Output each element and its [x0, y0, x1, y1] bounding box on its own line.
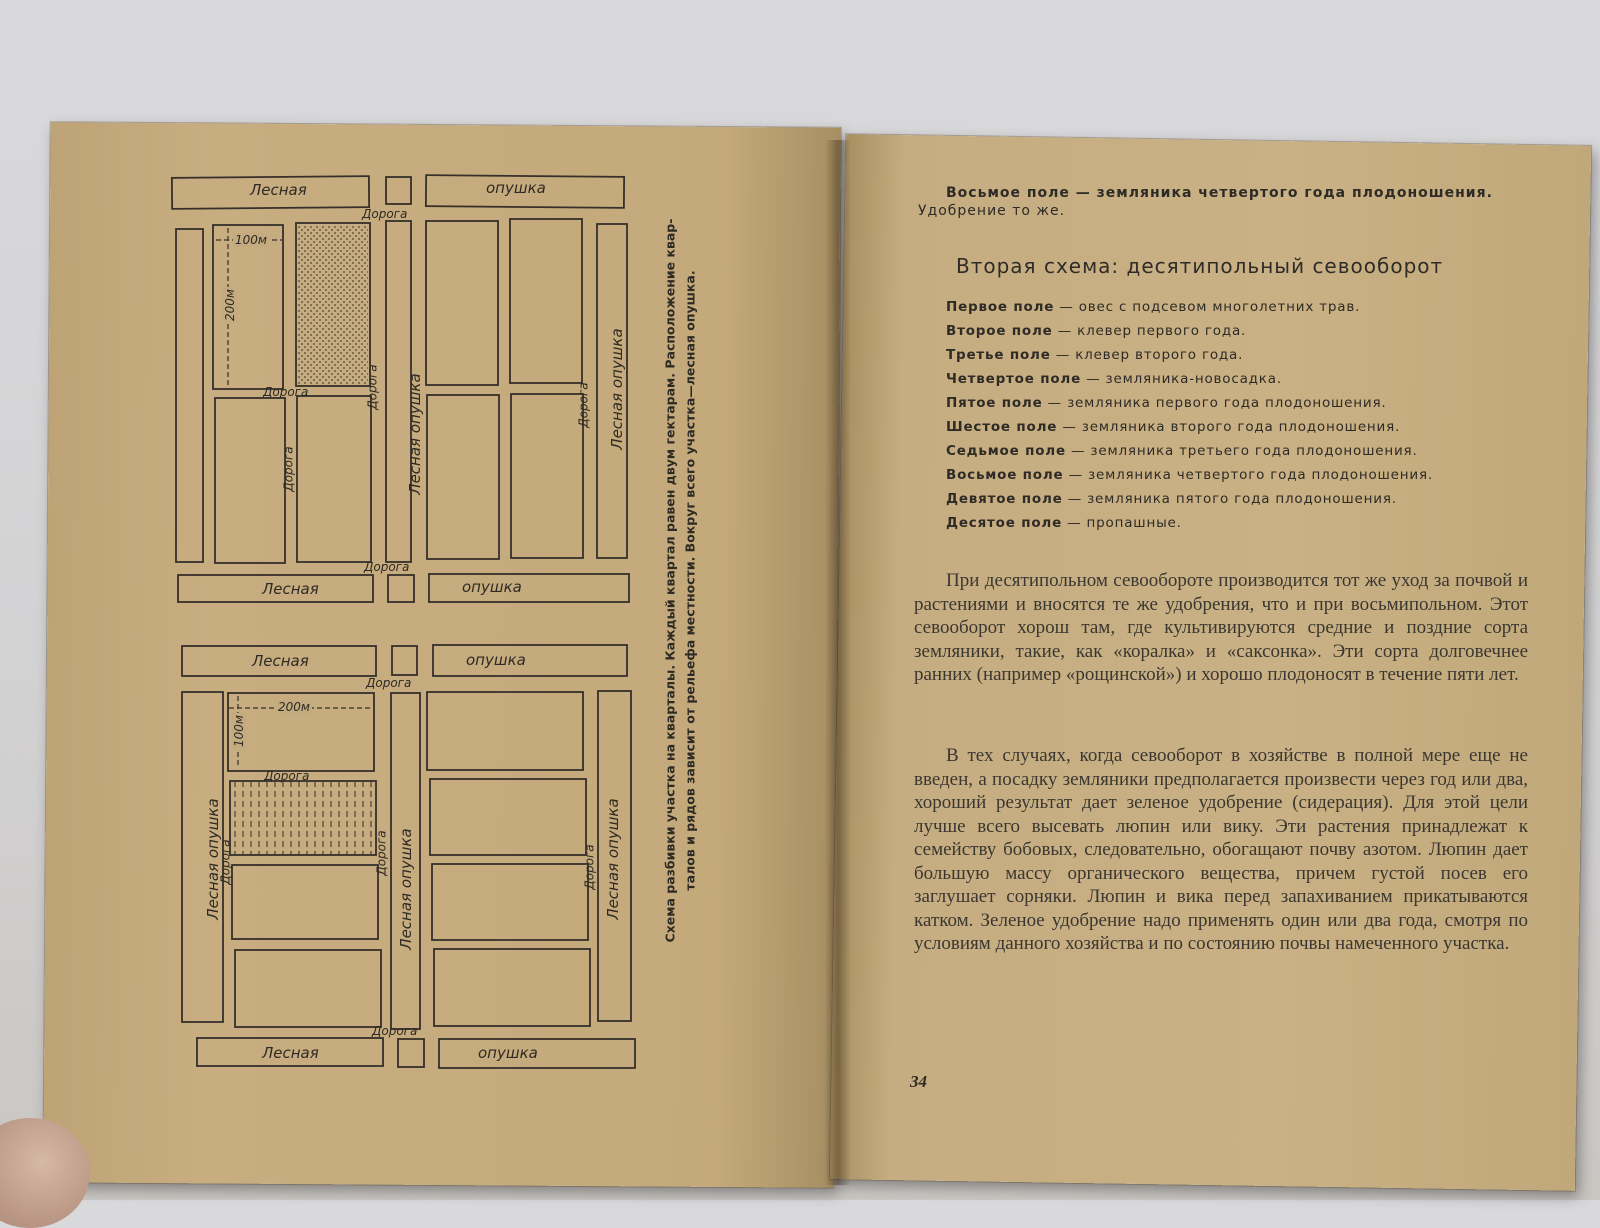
top-forest-bottom-label-left: Лесная: [262, 580, 319, 598]
diagram-caption-2: [672, 140, 708, 1040]
top-plot-6: [510, 219, 582, 383]
bottom-road-center-v-label: Дорога: [374, 830, 389, 876]
field-item: Пятое поле — земляника первого года плодоношения.: [946, 395, 1387, 411]
paragraph-1: При десятипольном севообороте производится тот же уход за почвой и растениями и вносятся те же удобрения, что и при восьмипольном. Этот севооборот хорош там, где культивируются средние и поздние сорта земляники, такие, как «коралка» и «саксонка». Эти сорта долговечнее ранних (например «рощинской») и хорошо плодоносят в течение пяти лет.: [914, 570, 1528, 685]
bottom-plot-2: [230, 781, 376, 855]
bottom-plot-5: [427, 692, 583, 770]
top-dim-width-label: 100м: [235, 233, 267, 247]
caption-line-1: Схема разбивки участка на кварталы. Каждый квартал равен двум гектарам. Расположение квар-: [662, 218, 678, 943]
bottom-road-label: Дорога: [366, 676, 412, 690]
bottom-forest-left-v-label: Лесная опушка: [204, 798, 222, 920]
top-forest-label-left: Лесная: [250, 181, 307, 199]
top-road-bottom-label: Дорога: [364, 560, 410, 574]
bottom-dim-height-label: 100м: [231, 715, 246, 747]
top-road-label: Дорога: [362, 207, 408, 221]
bottom-plot-3: [232, 865, 378, 939]
bottom-forest-bottom-sq: [398, 1039, 424, 1067]
scheme-title: Вторая схема: десятипольный севооборот: [956, 254, 1444, 278]
top-road-right-v-label: Дорога: [576, 382, 591, 428]
field-item: Шестое поле — земляника второго года плодоношения.: [946, 419, 1401, 435]
top-forest-bottom-label-right: опушка: [462, 578, 522, 596]
caption-line-2: талов и рядов зависит от рельефа местности. Вокруг всего участка—лесная опушка.: [682, 270, 698, 891]
field-item: Седьмое поле — земляника третьего года плодоношения.: [946, 443, 1418, 459]
top-plot-2-fill: [298, 226, 368, 384]
bottom-road-left-v-label: Дорога: [218, 839, 233, 885]
top-forest-left-v: [176, 229, 203, 562]
top-plot-5: [426, 221, 498, 385]
bottom-forest-center-v-label: Лесная опушка: [397, 828, 415, 950]
bottom-plot-8: [434, 949, 590, 1026]
top-forest-bottom-sq: [388, 575, 414, 602]
top-plot-7: [427, 395, 499, 559]
bottom-forest-right-v-label: Лесная опушка: [604, 798, 622, 920]
field-item: Второе поле — клевер первого года.: [946, 323, 1247, 339]
top-forest-bottom-right: [429, 574, 629, 602]
top-plot-8: [511, 394, 583, 558]
bottom-plot-6: [430, 779, 586, 855]
field-item: Первое поле — овес с подсевом многолетних трав.: [946, 299, 1361, 315]
top-forest-right-v-label: Лесная опушка: [608, 328, 626, 450]
field-list: [946, 295, 1433, 535]
top-road-left-v-label: Дорога: [281, 446, 296, 492]
top-road-mid-label: Дорога: [263, 385, 309, 399]
field-item: Восьмое поле — земляника четвертого года плодоношения.: [946, 467, 1433, 483]
top-dim-height-label: 200м: [222, 289, 237, 321]
top-line-bold: Восьмое поле — земляника четвертого года плодоношения.: [946, 185, 1493, 201]
bottom-dim-width-label: 200м: [278, 700, 310, 714]
bottom-road-mid-label: Дорога: [264, 769, 310, 783]
top-plot-4: [297, 396, 371, 562]
top-forest-label-right: опушка: [486, 179, 546, 197]
field-item: Десятое поле — пропашные.: [946, 515, 1182, 531]
paragraph-2: В тех случаях, когда севооборот в хозяйстве в полной мере еще не введен, а посадку земляники предполагается произвести через год или два, хороший результат дает зеленое удобрение (сидерация). Для этой цели лучше всего высевать люпин или вику. Эти растения принадлежат к семейству бобовых, следовательно, обогащают почву азотом. Люпин дает большую массу органического вещества, причем густой посев его заглушает сорняки. Люпин и вика перед запахиванием прикатываются катком. Зеленое удобрение надо применять один или два года, смотря по условиям данного хозяйства и по состоянию почвы намеченного участка.: [914, 745, 1528, 954]
field-item: Третье поле — клевер второго года.: [946, 347, 1244, 363]
bottom-plot-4: [235, 950, 381, 1027]
top-forest-center-v-label: Лесная опушка: [406, 373, 424, 495]
top-forest-bar-sq: [386, 177, 411, 204]
bottom-road-right-v-label: Дорога: [582, 844, 597, 890]
bottom-forest-bottom-label-right: опушка: [478, 1044, 538, 1062]
bottom-forest-label-right: опушка: [466, 651, 526, 669]
bottom-forest-bottom-label-left: Лесная: [262, 1044, 319, 1062]
bottom-forest-bar-sq: [392, 646, 417, 675]
bottom-road-bottom-label: Дорога: [372, 1024, 418, 1038]
top-line-2: Удобрение то же.: [918, 203, 1066, 219]
top-road-center-v-label: Дорога: [365, 364, 380, 410]
field-item: Девятое поле — земляника пятого года плодоношения.: [946, 491, 1397, 507]
bottom-forest-label-left: Лесная: [252, 652, 309, 670]
top-plot-3: [215, 398, 285, 563]
page-number: 34: [910, 1072, 927, 1091]
bottom-forest-bar-right: [433, 645, 627, 676]
bottom-plot-7: [432, 864, 588, 940]
field-item: Четвертое поле — земляника-новосадка.: [946, 371, 1282, 387]
